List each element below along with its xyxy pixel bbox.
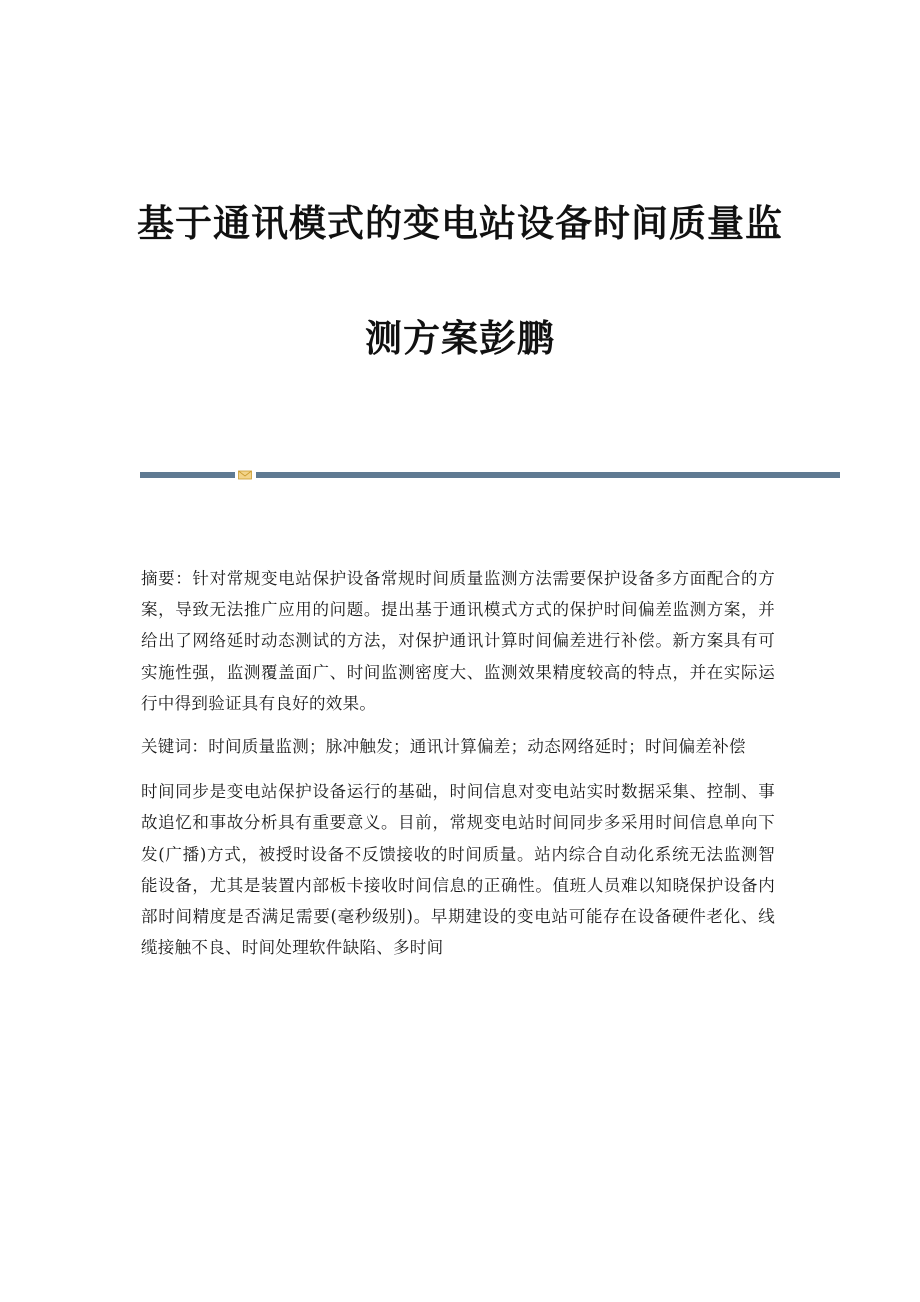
document-title-line-2: 测方案彭鹏	[365, 316, 555, 360]
body-paragraph: 时间同步是变电站保护设备运行的基础，时间信息对变电站实时数据采集、控制、事故追忆和事故分析具有重要意义。目前，常规变电站时间同步多采用时间信息单向下发(广播)方式，被授时设备不反馈接收的时间质量。站内综合自动化系统无法监测智能设备，尤其是装置内部板卡接收时间信息的正确性。值班人员难以知晓保护设备内部时间精度是否满足需要(毫秒级别)。早期建设的变电站可能存在设备硬件老化、线缆接触不良、时间处理软件缺陷、多时间	[141, 782, 775, 958]
document-body	[141, 563, 775, 975]
title-divider	[140, 470, 840, 480]
divider-bar-left	[140, 472, 235, 478]
keywords-paragraph: 关键词：时间质量监测；脉冲触发；通讯计算偏差；动态网络延时；时间偏差补偿	[141, 737, 746, 757]
document-title-line-1: 基于通讯模式的变电站设备时间质量监	[137, 201, 783, 245]
envelope-ornament-icon	[238, 470, 252, 480]
divider-bar-right	[256, 472, 840, 478]
abstract-paragraph: 摘要：针对常规变电站保护设备常规时间质量监测方法需要保护设备多方面配合的方案，导致无法推广应用的问题。提出基于通讯模式方式的保护时间偏差监测方案，并给出了网络延时动态测试的方法，对保护通讯计算时间偏差进行补偿。新方案具有可实施性强，监测覆盖面广、时间监测密度大、监测效果精度较高的特点，并在实际运行中得到验证具有良好的效果。	[141, 569, 775, 713]
